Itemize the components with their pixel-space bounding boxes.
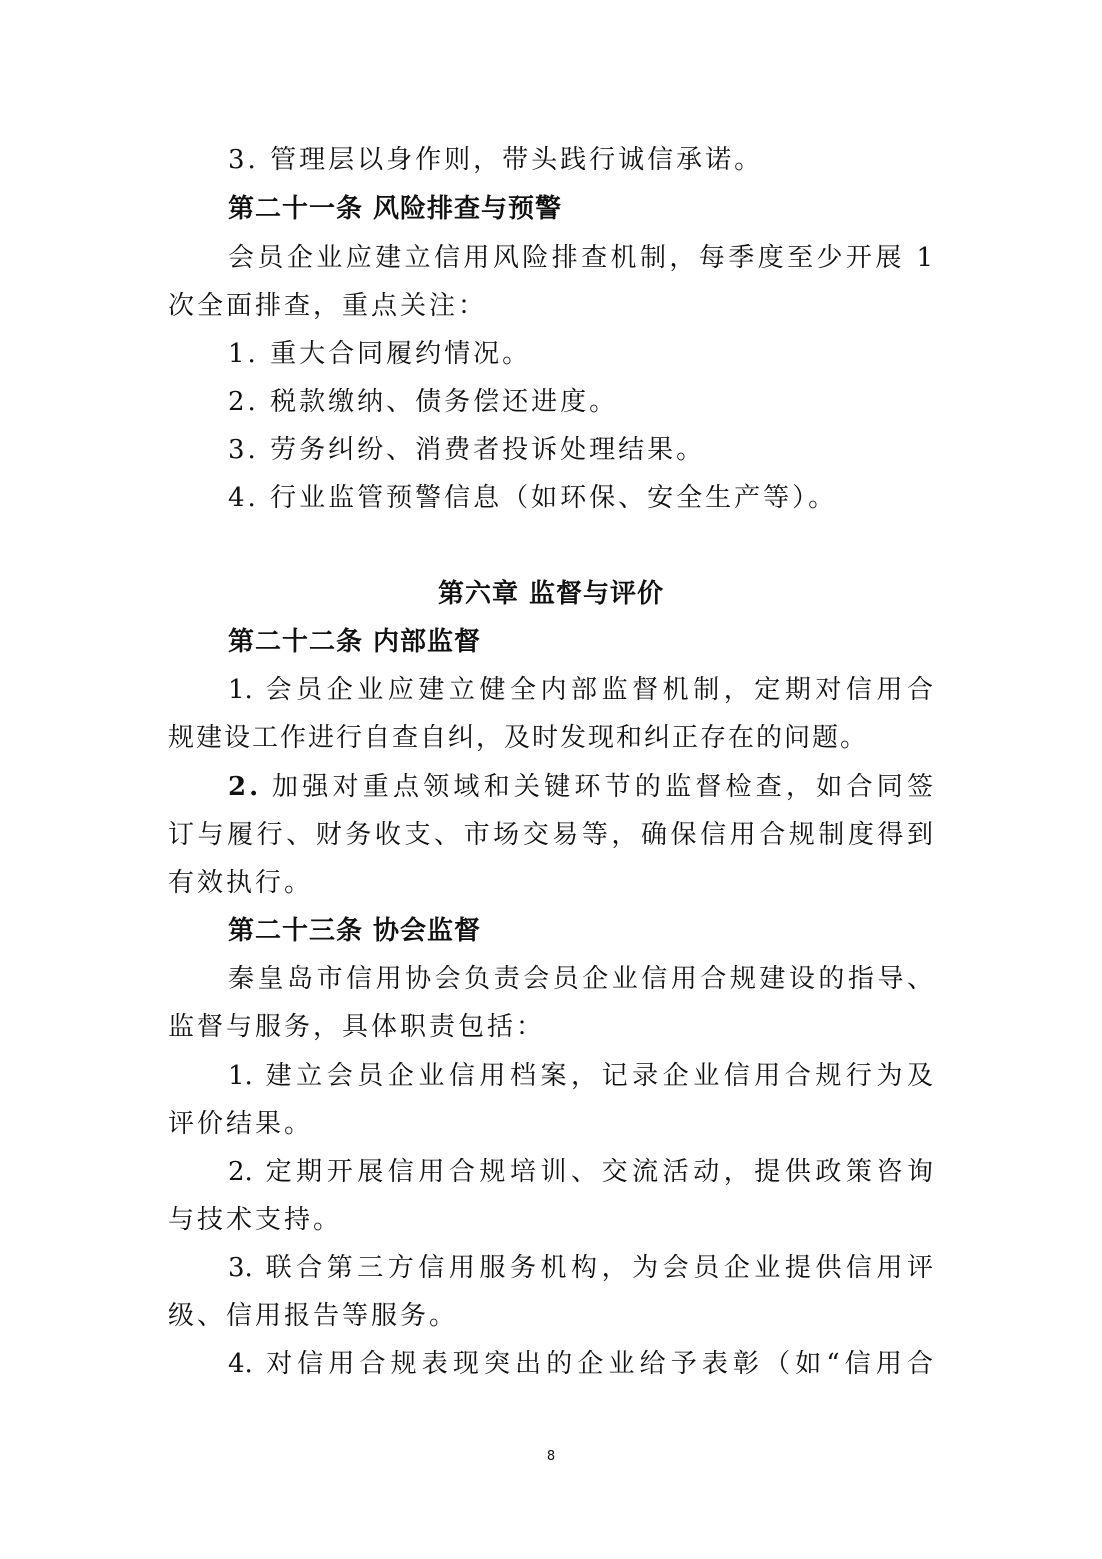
paragraph-line: 订与履行、财务收支、市场交易等，确保信用合规制度得到 xyxy=(168,820,933,850)
paragraph-line: 与技术支持。 xyxy=(168,1205,343,1235)
page-number: 8 xyxy=(546,1449,556,1464)
paragraph-line: 评价结果。 xyxy=(168,1109,314,1139)
chapter-heading: 第六章 监督与评价 xyxy=(437,579,665,609)
list-item: 4. 行业监管预警信息（如环保、安全生产等）。 xyxy=(228,483,838,513)
list-number: 2. xyxy=(228,772,262,802)
paragraph-line: 监督与服务，具体职责包括： xyxy=(168,1012,546,1042)
article-heading: 第二十三条 协会监督 xyxy=(228,916,482,946)
list-item: 3. 劳务纠纷、消费者投诉处理结果。 xyxy=(228,435,706,465)
list-item: 1. 会员企业应建立健全内部监督机制，定期对信用合 xyxy=(228,675,933,705)
article-heading: 第二十一条 风险排查与预警 xyxy=(228,194,563,224)
list-item: 1. 重大合同履约情况。 xyxy=(228,339,532,369)
paragraph-line: 会员企业应建立信用风险排查机制，每季度至少开展 1 xyxy=(228,243,933,273)
paragraph-line: 级、信用报告等服务。 xyxy=(168,1301,459,1331)
list-item: 1. 建立会员企业信用档案，记录企业信用合规行为及 xyxy=(228,1061,933,1091)
list-item: 3. 管理层以身作则，带头践行诚信承诺。 xyxy=(228,145,764,175)
list-item: 2. 税款缴纳、债务偿还进度。 xyxy=(228,387,619,417)
list-item: 3. 联合第三方信用服务机构，为会员企业提供信用评 xyxy=(228,1253,933,1283)
paragraph-line: 次全面排查，重点关注： xyxy=(168,291,488,321)
list-item: 加强对重点领域和关键环节的监督检查，如合同签 xyxy=(272,772,933,802)
list-item: 4. 对信用合规表现突出的企业给予表彰（如“信用合 xyxy=(228,1349,933,1379)
paragraph-line: 规建设工作进行自查自纠，及时发现和纠正存在的问题。 xyxy=(168,723,869,753)
article-heading: 第二十二条 内部监督 xyxy=(228,627,482,657)
paragraph-line: 秦皇岛市信用协会负责会员企业信用合规建设的指导、 xyxy=(228,964,933,994)
paragraph-line: 有效执行。 xyxy=(168,868,314,898)
list-item: 2. 定期开展信用合规培训、交流活动，提供政策咨询 xyxy=(228,1157,933,1187)
